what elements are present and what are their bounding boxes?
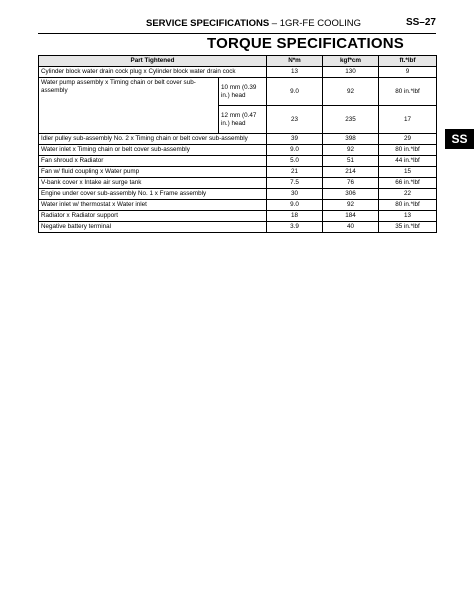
page-header (38, 13, 436, 34)
cell-kgf: 130 (323, 67, 379, 78)
cell-kgf: 92 (323, 200, 379, 211)
page-number: SS–27 (405, 17, 436, 28)
cell-ftlbf: 9 (379, 67, 437, 78)
cell-part: Negative battery terminal (39, 222, 267, 233)
table-row (39, 67, 437, 78)
cell-kgf: 306 (323, 189, 379, 200)
cell-ftlbf: 80 in.*lbf (379, 78, 437, 106)
header-nm: N*m (267, 56, 323, 67)
cell-kgf: 184 (323, 211, 379, 222)
header-title (146, 18, 361, 29)
cell-nm: 23 (267, 106, 323, 134)
table-row (39, 211, 437, 222)
page-title: TORQUE SPECIFICATIONS (207, 35, 404, 52)
cell-ftlbf: 35 in.*lbf (379, 222, 437, 233)
table-row (39, 200, 437, 211)
cell-kgf: 92 (323, 145, 379, 156)
section-tab: SS (445, 129, 474, 149)
cell-part: Water inlet x Timing chain or belt cover sub-assembly (39, 145, 267, 156)
header-separator: – (269, 18, 280, 29)
cell-sub: 12 mm (0.47 in.) head (219, 106, 267, 134)
cell-part: Idler pulley sub-assembly No. 2 x Timing chain or belt cover sub-assembly (39, 134, 267, 145)
table-row (39, 145, 437, 156)
table-row (39, 78, 437, 106)
cell-kgf: 40 (323, 222, 379, 233)
cell-ftlbf: 44 in.*lbf (379, 156, 437, 167)
cell-nm: 39 (267, 134, 323, 145)
cell-part: Radiator x Radiator support (39, 211, 267, 222)
cell-ftlbf: 80 in.*lbf (379, 200, 437, 211)
cell-ftlbf: 13 (379, 211, 437, 222)
header-ftlbf: ft.*lbf (379, 56, 437, 67)
cell-ftlbf: 22 (379, 189, 437, 200)
cell-part: Fan w/ fluid coupling x Water pump (39, 167, 267, 178)
cell-ftlbf: 29 (379, 134, 437, 145)
cell-nm: 5.0 (267, 156, 323, 167)
table-header-row (39, 56, 437, 67)
cell-kgf: 92 (323, 78, 379, 106)
cell-nm: 9.0 (267, 78, 323, 106)
cell-kgf: 398 (323, 134, 379, 145)
cell-kgf: 235 (323, 106, 379, 134)
header-section: SERVICE SPECIFICATIONS (146, 18, 270, 29)
cell-part: Water inlet w/ thermostat x Water inlet (39, 200, 267, 211)
cell-nm: 9.0 (267, 200, 323, 211)
cell-nm: 3.9 (267, 222, 323, 233)
header-part: Part Tightened (39, 56, 267, 67)
table-row (39, 167, 437, 178)
cell-part: Engine under cover sub-assembly No. 1 x Frame assembly (39, 189, 267, 200)
cell-part: Fan shroud x Radiator (39, 156, 267, 167)
table-row (39, 178, 437, 189)
table-row (39, 134, 437, 145)
cell-ftlbf: 66 in.*lbf (379, 178, 437, 189)
table-row (39, 156, 437, 167)
header-subsection: 1GR-FE COOLING (279, 18, 362, 29)
cell-nm: 21 (267, 167, 323, 178)
cell-part: Cylinder block water drain cock plug x Cylinder block water drain cock (39, 67, 267, 78)
cell-nm: 13 (267, 67, 323, 78)
cell-part: Water pump assembly x Timing chain or belt cover sub-assembly (39, 78, 219, 134)
table-row (39, 222, 437, 233)
cell-part: V-bank cover x Intake air surge tank (39, 178, 267, 189)
cell-ftlbf: 80 in.*lbf (379, 145, 437, 156)
cell-kgf: 76 (323, 178, 379, 189)
cell-kgf: 51 (323, 156, 379, 167)
torque-table (38, 55, 437, 233)
cell-nm: 18 (267, 211, 323, 222)
cell-kgf: 214 (323, 167, 379, 178)
cell-nm: 30 (267, 189, 323, 200)
header-kgf: kgf*cm (323, 56, 379, 67)
cell-nm: 9.0 (267, 145, 323, 156)
cell-nm: 7.5 (267, 178, 323, 189)
cell-ftlbf: 17 (379, 106, 437, 134)
table-row (39, 189, 437, 200)
cell-ftlbf: 15 (379, 167, 437, 178)
cell-sub: 10 mm (0.39 in.) head (219, 78, 267, 106)
